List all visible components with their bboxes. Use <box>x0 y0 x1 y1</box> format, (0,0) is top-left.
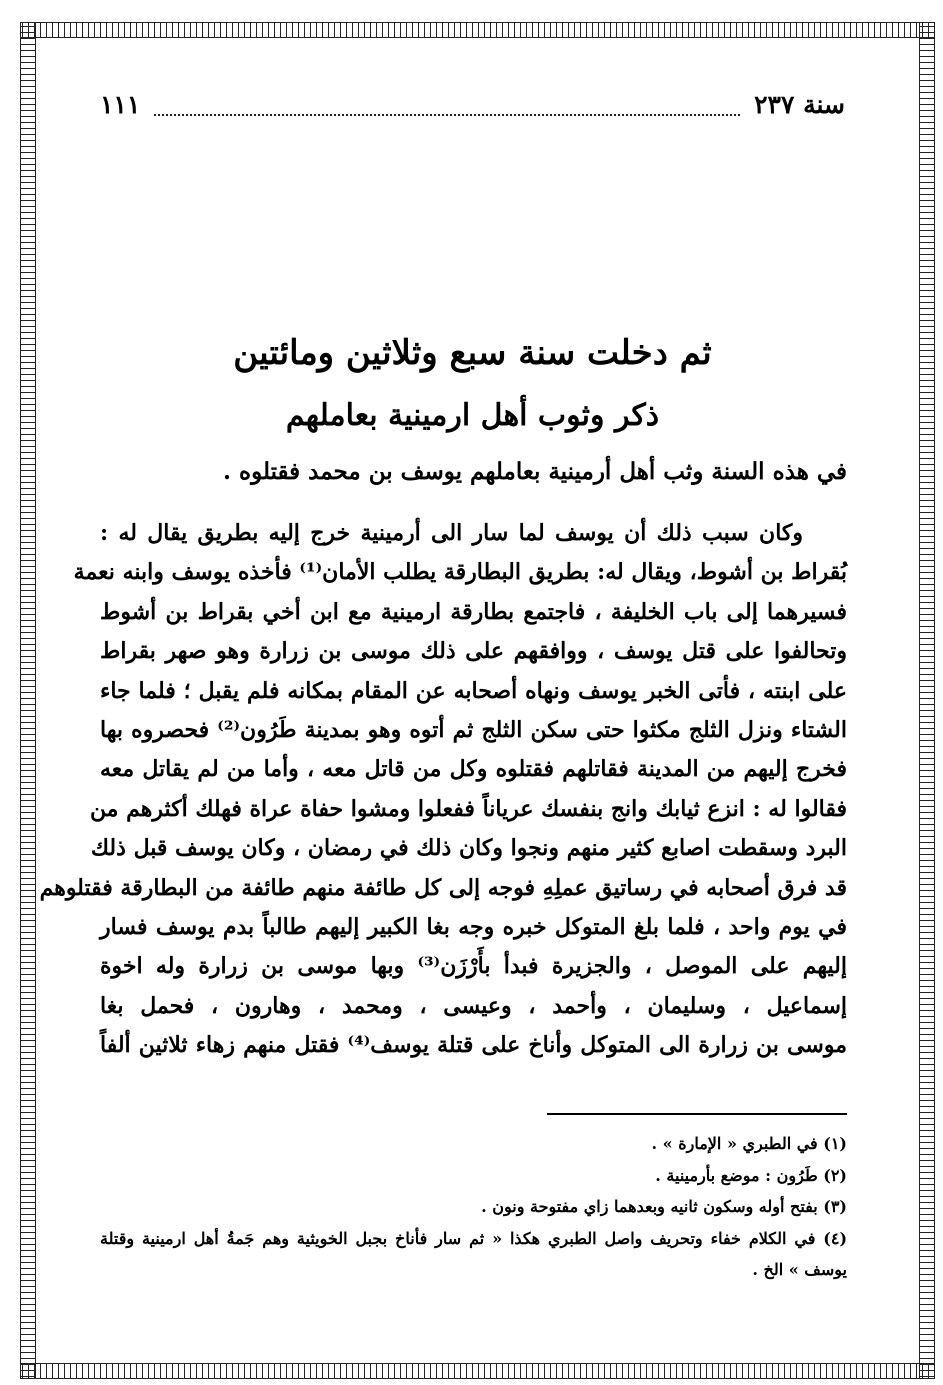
footnote-3: (٣) بفتح أوله وسكون ثانيه وبعدهما زاي مفتوحة ونون . <box>481 1197 847 1216</box>
footnote-4: (٤) في الكلام خفاء وتحريف واصل الطبري هكذا « ثم سار فأناخ بجبل الخويثية وهم جَمةُ أهل ارمينية وقتلة <box>100 1228 848 1248</box>
decorative-border-top <box>20 22 935 38</box>
footnote-2: (٢) طَرُون : موضع بأرمينية . <box>655 1165 847 1185</box>
body-line: إليهم على الموصل ، والجزيرة فبدأ بأَرْزَن⁽³⁾ وبها موسى بن زرارة وله اخوة <box>100 953 847 980</box>
body-line: فسيرهما إلى باب الخليفة ، فاجتمع بطارقة ارمينية مع ابن أخي بقراط بن أشوط <box>100 598 847 625</box>
chapter-title: ثم دخلت سنة سبع وثلاثين ومائتين <box>233 333 712 373</box>
body-line: فخرج إليهم من المدينة فقاتلهم فقتلوه وكل من قاتل معه ، وأما من لم يقاتل معه <box>100 756 847 783</box>
body-line: قد فرق أصحابه في رساتيق عملِهِ فوجه إلى كل طائفة منهم طائفة من البطارقة فقتلوهم <box>39 874 847 901</box>
body-line: البرد وسقطت اصابع كثير منهم ونجوا وكان ذلك في رمضان ، وكان يوسف قبل ذلك <box>90 835 847 862</box>
body-paragraph <box>39 514 847 1065</box>
footnote-1: (١) في الطبري « الإمارة » . <box>651 1134 847 1153</box>
decorative-border-right <box>919 22 935 1379</box>
intro-paragraph: في هذه السنة وثب أهل أرمينية بعاملهم يوسف بن محمد فقتلوه . <box>223 458 847 485</box>
footnote-separator <box>547 1113 847 1115</box>
body-line: وكان سبب ذلك أن يوسف لما سار الى أرمينية خرج إليه بطريق يقال له : <box>100 520 803 546</box>
page-number: ١١١ <box>100 89 141 119</box>
body-line: وتحالفوا على قتل يوسف ، ووافقهم على ذلك موسى بن زرارة وهو صهر بقراط <box>100 638 847 665</box>
body-line: في يوم واحد ، فلما بلغ المتوكل خبره وجه بغا الكبير إليهم طالباً بدم يوسف فسار <box>100 913 847 940</box>
body-line: بُقراط بن أشوط، ويقال له: بطريق البطارقة يطلب الأمان⁽¹⁾ فأخذه يوسف وابنه نعمة <box>73 559 847 586</box>
decorative-border-left <box>20 22 36 1379</box>
body-line: موسى بن زرارة الى المتوكل وأناخ على قتلة يوسف⁽⁴⁾ فقتل منهم زهاء ثلاثين ألفاً <box>100 1032 847 1059</box>
footnote-4-continued: يوسف » الخ . <box>752 1260 847 1279</box>
body-line: على ابنته ، فأتى الخبر يوسف ونهاه أصحابه عن المقام بمكانه فلم يقبل ؛ فلما جاء <box>100 677 847 704</box>
header-dotted-leader <box>154 102 740 116</box>
body-line: الشتاء ونزل الثلج مكثوا حتى سكن الثلج ثم أتوه وهو بمدينة طَرُون⁽²⁾ فحصروه بها <box>100 716 847 743</box>
body-line: فقالوا له : انزع ثيابك وانج بنفسك عرياناً ففعلوا ومشوا حفاة عراة فهلك أكثرهم من <box>89 795 847 822</box>
page-header <box>100 86 845 122</box>
decorative-border-bottom <box>20 1363 935 1379</box>
footnotes <box>100 1128 847 1286</box>
header-year-label: سنة ٢٣٧ <box>754 89 845 119</box>
section-title: ذكر وثوب أهل ارمينية بعاملهم <box>285 398 660 433</box>
body-line: إسماعيل ، وسليمان ، وأحمد ، وعيسى ، ومحمد ، وهارون ، فحمل بغا <box>100 992 847 1019</box>
